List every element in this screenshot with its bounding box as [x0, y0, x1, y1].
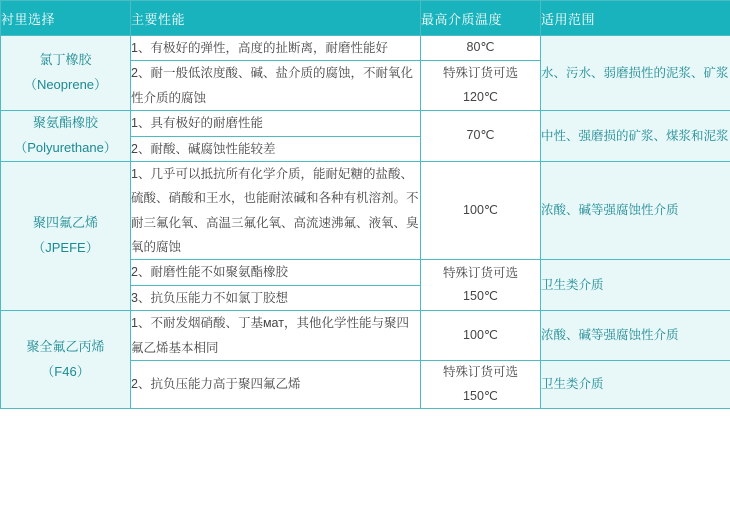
scope-text: 中性、强磨损的矿浆、煤浆和泥浆: [541, 111, 730, 162]
table-row: [1, 311, 730, 361]
scope-text: 浓酸、碱等强腐蚀性介质: [541, 311, 730, 361]
performance-text: 2、耐磨性能不如聚氨酯橡胶: [131, 260, 421, 285]
table-row: [1, 161, 730, 260]
table-row: [1, 36, 730, 61]
column-header-temperature: 最高介质温度: [421, 1, 541, 36]
column-header-lining: 衬里选择: [1, 1, 131, 36]
column-header-performance: 主要性能: [131, 1, 421, 36]
temperature-text: 100℃: [421, 311, 541, 361]
temperature-text: 特殊订货可选 150℃: [421, 260, 541, 311]
performance-text: 1、具有极好的耐磨性能: [131, 111, 421, 136]
scope-text: 水、污水、弱磨损性的泥浆、矿浆: [541, 36, 730, 111]
performance-text: 2、耐一般低浓度酸、碱、盐介质的腐蚀，不耐氧化性介质的腐蚀: [131, 61, 421, 111]
column-header-scope: 适用范围: [541, 1, 730, 36]
table-header-row: [1, 1, 730, 36]
scope-text: 卫生类介质: [541, 260, 730, 311]
lining-label: 氯丁橡胶 （Neoprene）: [1, 36, 131, 111]
temperature-text: 70℃: [421, 111, 541, 162]
scope-text: 卫生类介质: [541, 360, 730, 409]
performance-text: 2、耐酸、碱腐蚀性能较差: [131, 136, 421, 161]
table-row: [1, 111, 730, 136]
lining-label: 聚氨酯橡胶 （Polyurethane）: [1, 111, 131, 162]
performance-text: 1、有极好的弹性，高度的扯断离，耐磨性能好: [131, 36, 421, 61]
temperature-text: 80℃: [421, 36, 541, 61]
performance-text: 1、不耐发烟硝酸、丁基мат，其他化学性能与聚四氟乙烯基本相同: [131, 311, 421, 361]
lining-label: 聚全氟乙丙烯 （F46）: [1, 311, 131, 409]
temperature-text: 100℃: [421, 161, 541, 260]
temperature-text: 特殊订货可选 120℃: [421, 61, 541, 111]
temperature-text: 特殊订货可选 150℃: [421, 360, 541, 409]
scope-text: 浓酸、碱等强腐蚀性介质: [541, 161, 730, 260]
performance-text: 3、抗负压能力不如氯丁胶想: [131, 285, 421, 310]
lining-label: 聚四氟乙烯 （JPEFE）: [1, 161, 131, 310]
performance-text: 2、抗负压能力高于聚四氟乙烯: [131, 360, 421, 409]
performance-text: 1、几乎可以抵抗所有化学介质，能耐妃糖的盐酸、硫酸、硝酸和王水，也能耐浓碱和各种有机溶剂。不耐三氟化氧、高温三氟化氧、高流速沸氟、液氧、臭氧的腐蚀: [131, 161, 421, 260]
